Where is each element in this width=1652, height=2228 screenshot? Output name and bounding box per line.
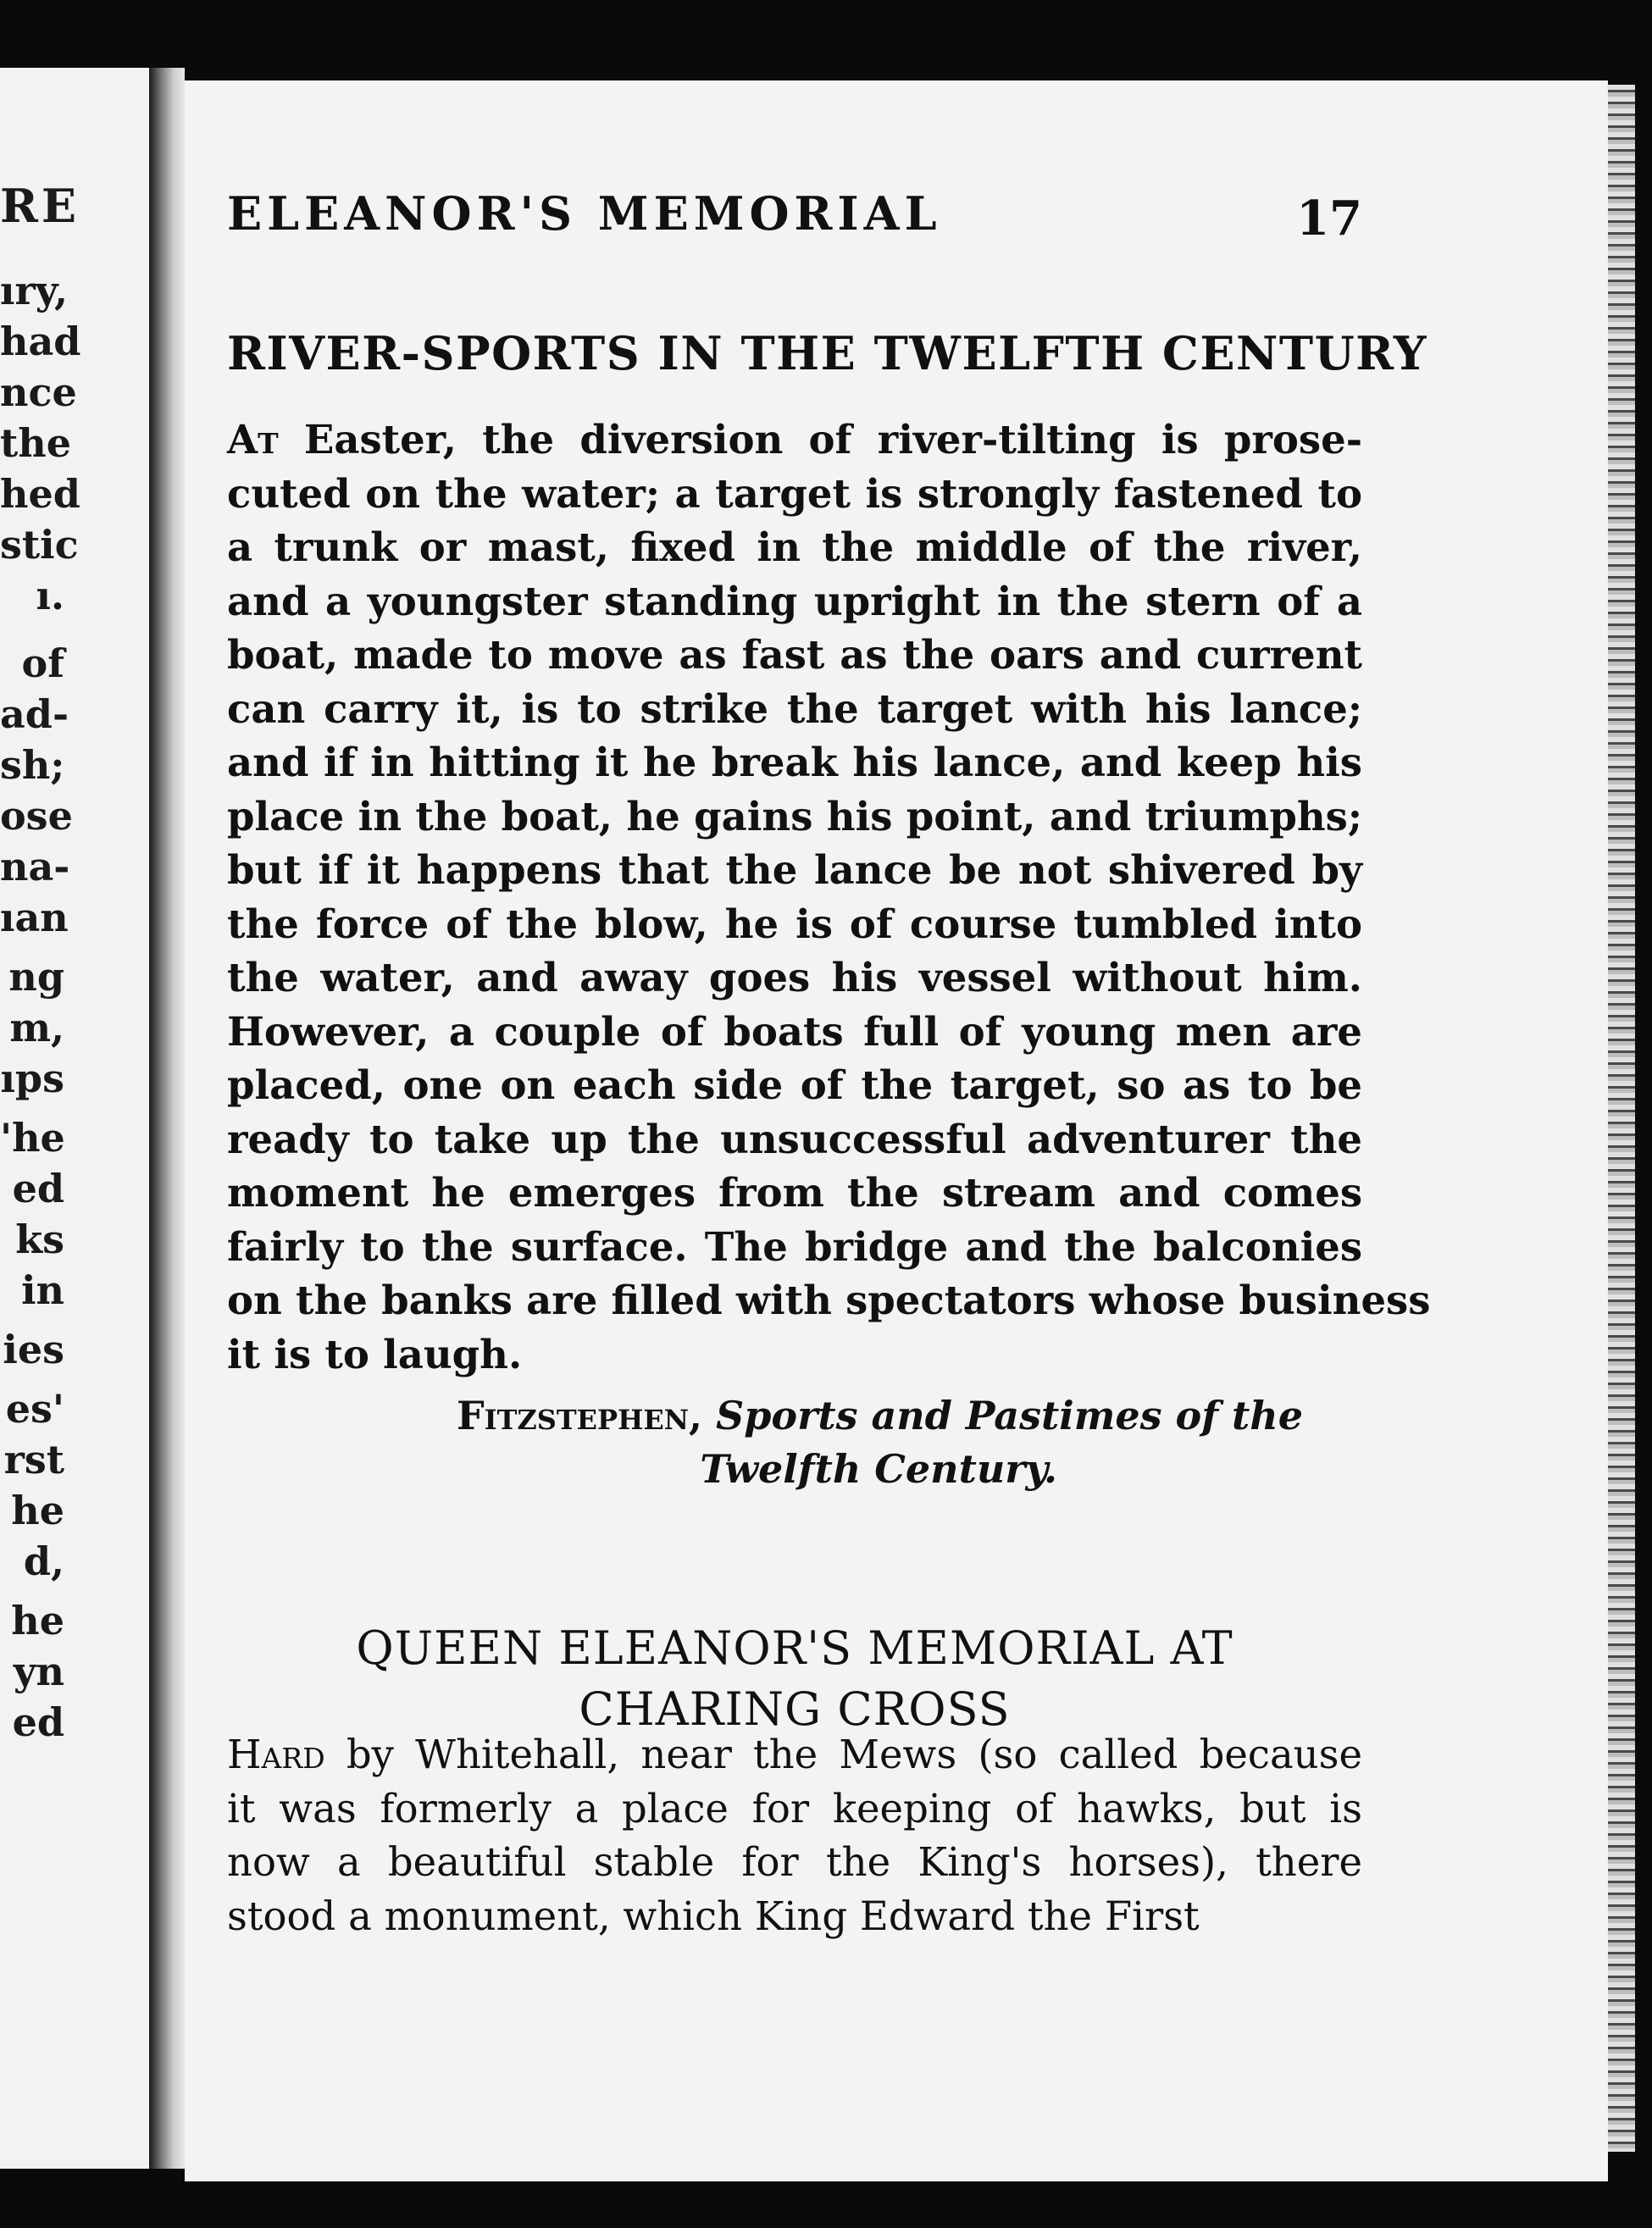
- left-page-text-fragment: ks: [15, 1217, 64, 1262]
- left-page-text-fragment: had: [0, 319, 81, 364]
- left-page-text-fragment: d,: [23, 1538, 64, 1584]
- text-line: the water, and away goes his vessel without him.: [227, 954, 1362, 1000]
- left-page-text-fragment: ed: [12, 1166, 64, 1211]
- left-page-text-fragment: na-: [0, 844, 70, 890]
- book-page: [185, 80, 1608, 2181]
- text-line: the force of the blow, he is of course tumbled into: [227, 900, 1362, 947]
- eleanor-memorial-paragraph: [227, 1728, 1362, 1943]
- page-number: 17: [1296, 191, 1362, 247]
- text-line: and a youngster standing upright in the stern of a: [227, 577, 1362, 624]
- left-page-text-fragment: ı.: [36, 573, 64, 618]
- left-page-text-fragment: ose: [0, 793, 73, 839]
- heading-line-1: QUEEN ELEANOR'S MEMORIAL AT: [356, 1621, 1233, 1675]
- running-header: ELEANOR'S MEMORIAL: [227, 186, 942, 241]
- left-page-text-fragment: the: [0, 420, 71, 466]
- left-page-text-fragment: of: [21, 640, 64, 686]
- left-page-text-fragment: nce: [0, 369, 77, 415]
- text-line: place in the boat, he gains his point, and triumphs;: [227, 792, 1362, 840]
- text-line: and if in hitting it he break his lance, and keep his: [227, 739, 1362, 785]
- attribution-title-1: Sports and Pastimes of the: [716, 1393, 1303, 1438]
- left-page-text-fragment: he: [11, 1598, 64, 1643]
- text-line: but if it happens that the lance be not shivered by: [227, 846, 1362, 893]
- left-page-text-fragment: ıry,: [0, 268, 69, 313]
- left-page-text-fragment: hed: [0, 471, 80, 517]
- text-line: can carry it, is to strike the target with his lance;: [227, 684, 1362, 732]
- attribution-title-2: Twelfth Century.: [700, 1446, 1057, 1492]
- left-page-text-fragment: sh;: [0, 742, 65, 788]
- line-text: by Whitehall, near the Mews (so called because: [324, 1732, 1362, 1777]
- left-page-text-fragment: he: [11, 1488, 64, 1533]
- left-page-text-fragment: yn: [13, 1649, 64, 1694]
- text-line: it is to laugh.: [227, 1330, 523, 1377]
- section-heading-eleanor-memorial: [227, 1618, 1362, 1740]
- left-page-text-fragment: ies: [3, 1327, 64, 1372]
- left-page-text-fragment: rst: [3, 1437, 64, 1483]
- page-edges: [1605, 85, 1635, 2152]
- left-page-text-fragment: in: [21, 1267, 64, 1313]
- text-line: stood a monument, which King Edward the First: [227, 1893, 1200, 1939]
- river-sports-paragraph: [227, 413, 1431, 1381]
- text-line: placed, one on each side of the target, so as to be: [227, 1061, 1362, 1108]
- left-page-text-fragment: ng: [8, 954, 64, 1000]
- section-heading-river-sports: RIVER-SPORTS IN THE TWELFTH CENTURY: [227, 326, 1427, 380]
- left-page-text-fragment: m,: [9, 1005, 64, 1050]
- left-page-text-fragment: ed: [12, 1699, 64, 1745]
- text-line: [227, 413, 1362, 467]
- text-line: boat, made to move as fast as the oars and current: [227, 631, 1362, 678]
- line-text: Easter, the diversion of river-tilting is prose-: [278, 416, 1362, 463]
- attribution: [252, 1389, 1303, 1496]
- book-gutter: [149, 68, 185, 2169]
- text-line: However, a couple of boats full of young men are: [227, 1007, 1362, 1055]
- attribution-author: Fitzstephen,: [456, 1393, 703, 1438]
- text-line: on the banks are filled with spectators whose business: [227, 1277, 1431, 1323]
- left-page-text-fragment: ıan: [0, 895, 69, 940]
- text-line: a trunk or mast, fixed in the middle of the river,: [227, 524, 1362, 570]
- lead-word: Hard: [227, 1732, 325, 1777]
- heading-line-2: CHARING CROSS: [579, 1682, 1011, 1736]
- left-page-text-fragment: RE: [0, 179, 80, 233]
- text-line: it was formerly a place for keeping of hawks, but is: [227, 1785, 1362, 1832]
- text-line: now a beautiful stable for the King's horses), there: [227, 1839, 1362, 1885]
- left-page-text-fragment: stic: [0, 522, 79, 568]
- text-line: moment he emerges from the stream and comes: [227, 1169, 1362, 1216]
- left-page-text-fragment: es': [5, 1386, 64, 1432]
- text-line: fairly to the surface. The bridge and the balconies: [227, 1222, 1362, 1270]
- lead-word: At: [227, 416, 279, 463]
- left-page-text-fragment: ıps: [0, 1056, 64, 1101]
- left-page-text-fragment: ad-: [0, 691, 69, 737]
- text-line: ready to take up the unsuccessful adventurer the: [227, 1115, 1362, 1162]
- text-line: [227, 1728, 1362, 1782]
- text-line: cuted on the water; a target is strongly fastened to: [227, 469, 1362, 517]
- left-page-text-fragment: 'he: [0, 1115, 65, 1161]
- left-facing-page: [0, 68, 158, 2169]
